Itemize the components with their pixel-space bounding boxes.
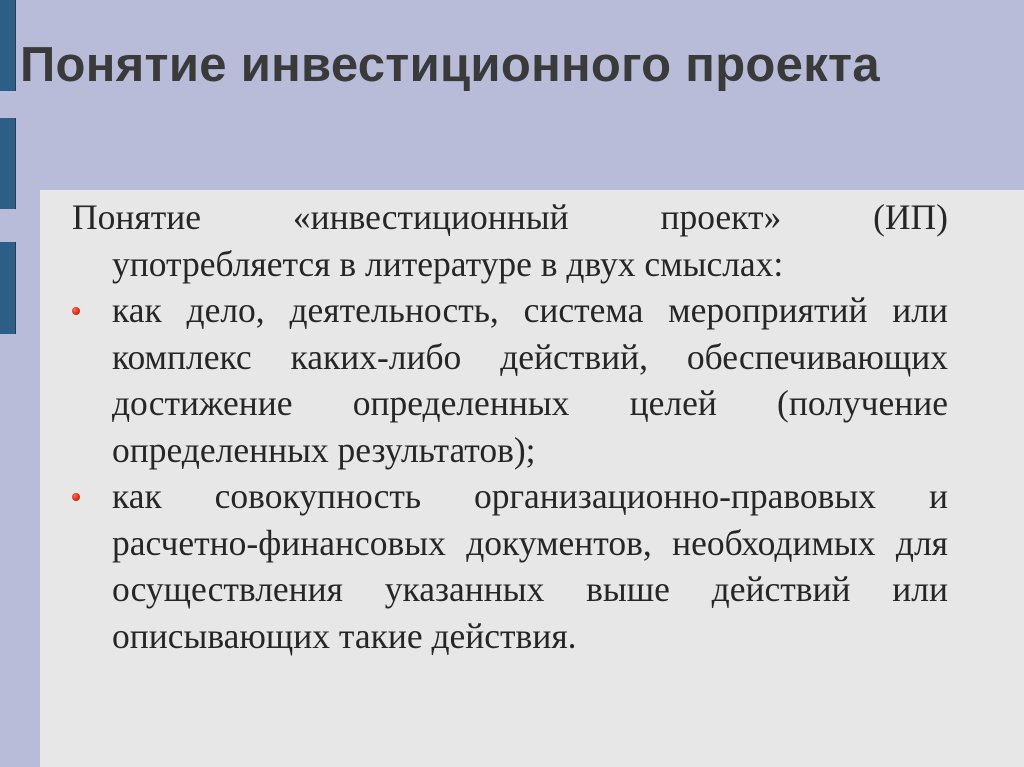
accent-bar-bottom xyxy=(0,242,16,334)
accent-bar-top xyxy=(0,0,16,91)
slide-body xyxy=(72,194,948,659)
bullet-item-2 xyxy=(72,473,948,659)
accent-bar-middle xyxy=(0,118,16,209)
bullet-item-1 xyxy=(72,287,948,473)
bullet-text-2: как совокупность организационно-правовых и расчетно-финансовых документов, необходимых для осуществления указанных выше действий или описывающих такие действия. xyxy=(112,476,948,656)
bullet-text-1: как дело, деятельность, система мероприятий или комплекс каких-либо действий, обеспечивающих достижение определенных целей (получение определенных результатов); xyxy=(112,290,948,470)
red-dot-bullet-icon xyxy=(72,307,80,315)
red-dot-bullet-icon xyxy=(72,493,80,501)
intro-rest: употребляется в литературе в двух смыслах: xyxy=(112,243,784,284)
intro-first-line: Понятие «инвестиционный проект» (ИП) xyxy=(72,197,948,237)
intro-paragraph xyxy=(72,194,948,287)
bullet-list xyxy=(72,287,948,659)
slide-title: Понятие инвестиционного проекта xyxy=(20,38,880,92)
